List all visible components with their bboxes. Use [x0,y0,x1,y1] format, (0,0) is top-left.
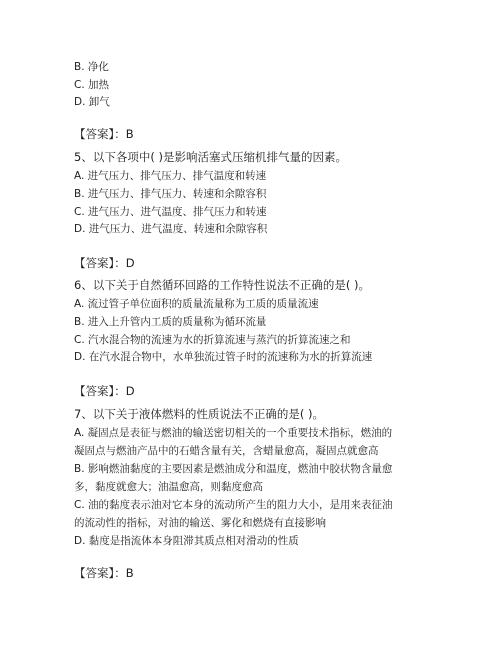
question-7: 7、以下关于液体燃料的性质说法不正确的是( )。 [74,407,324,421]
q5-option-d: D. 进气压力、进气温度、转速和余隙容积 [74,223,268,235]
q5-option-c: C. 进气压力、进气温度、排气压力和转速 [74,206,267,218]
q7-option-b-line2: 多，黏度就愈大；油温愈高，则黏度愈高 [74,481,263,493]
q7-option-b-line1: B. 影响燃油黏度的主要因素是燃油成分和温度，燃油中胶状物含量愈 [74,463,393,475]
answer-label: 【答案】：B [74,127,134,141]
q5-option-b: B. 进气压力、排气压力、转速和余隙容积 [74,188,267,200]
q6-option-a: A. 流过管子单位面积的质量流量称为工质的质量流速 [74,298,319,310]
q7-option-a-line1: A. 凝固点是表征与燃油的输送密切相关的一个重要技术指标，燃油的 [74,427,393,439]
q6-option-d: D. 在汽水混合物中，水单独流过管子时的流速称为水的折算流速 [74,351,373,363]
question-6: 6、以下关于自然循环回路的工作特性说法不正确的是( )。 [74,278,370,292]
question-5: 5、以下各项中( )是影响活塞式压缩机排气量的因素。 [74,150,347,164]
q5-option-a: A. 进气压力、排气压力、排气温度和转速 [74,170,267,182]
q6-option-b: B. 进入上升管内工质的质量称为循环流量 [74,316,267,328]
q7-answer: 【答案】：B [74,566,134,580]
option-d: D. 卸气 [74,96,110,108]
q7-option-c-line2: 的流动性的指标，对油的输送、雾化和燃烧有直接影响 [74,517,326,529]
q7-option-c-line1: C. 油的黏度表示油对它本身的流动所产生的阻力大小，是用来表征油 [74,499,393,511]
q7-option-d: D. 黏度是指流体本身阻滞其质点相对滑动的性质 [74,535,299,547]
q5-answer: 【答案】：D [74,256,135,270]
q6-answer: 【答案】：D [74,384,135,398]
option-b: B. 净化 [74,61,109,73]
q7-option-a-line2: 凝固点与燃油产品中的石蜡含量有关，含蜡量愈高，凝固点就愈高 [74,445,379,457]
q6-option-c: C. 汽水混合物的流速为水的折算流速与蒸汽的折算流速之和 [74,334,351,346]
option-c: C. 加热 [74,79,110,91]
